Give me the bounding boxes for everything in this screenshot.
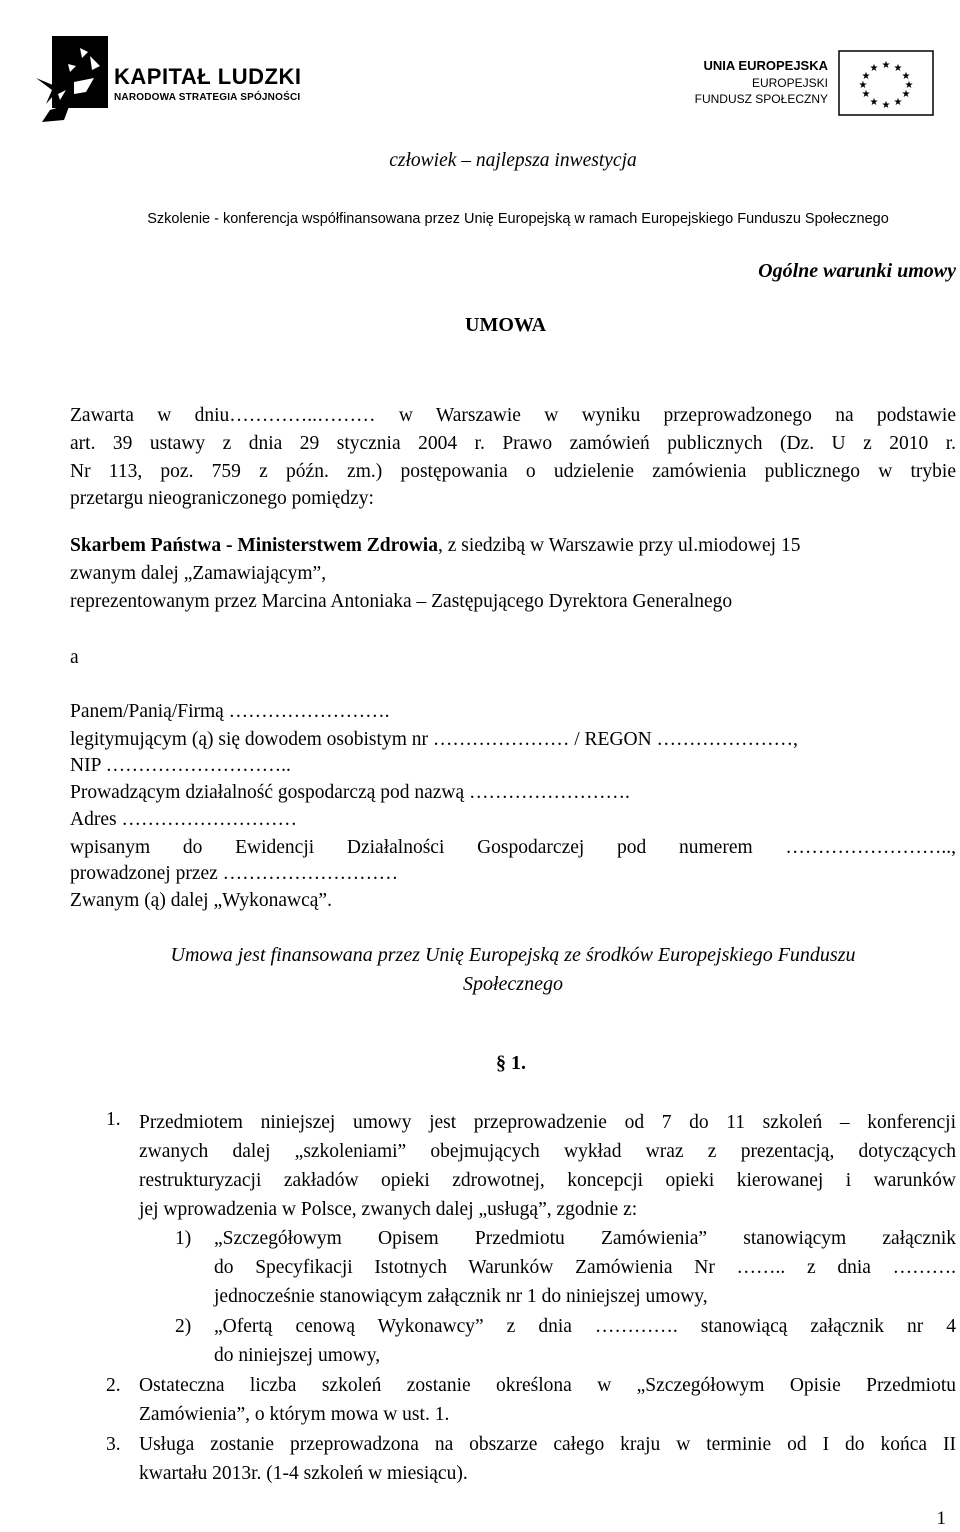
clause-line: zwanych dalej „szkoleniami” obejmujących wykład wraz z prezentacją, dotyczących [139,1141,956,1162]
svg-text:★: ★ [881,100,891,111]
funding-statement-line: Społecznego [463,973,563,995]
subclause-number: 1) [175,1228,192,1249]
subclause-line: „Szczegółowym Opisem Przedmiotu Zamówienia” stanowiącym załącznik [214,1228,956,1249]
kapital-ludzki-subtitle: NARODOWA STRATEGIA SPÓJNOŚCI [114,92,301,103]
svg-text:★: ★ [869,97,879,108]
page-number: 1 [936,1508,946,1529]
clause-line: kwartału 2013r. (1-4 szkoleń w miesiącu). [139,1463,468,1484]
party2-line: legitymującym (ą) się dowodem osobistym nr ………………… / REGON …………………, [70,729,798,750]
document-subtitle: Ogólne warunki umowy [758,260,956,282]
clause-line: restrukturyzacji zakładów opieki zdrowotnej, koncepcji opieki kierowanej i warunków [139,1170,956,1191]
party1-address: , z siedzibą w Warszawie przy ul.miodowej 15 [437,535,801,556]
party1-line2: zwanym dalej „Zamawiającym”, [70,563,327,584]
funding-statement [0,941,960,999]
clause-line: jej wprowadzenia w Polsce, zwanych dalej „usługą”, zgodnie z: [139,1199,638,1220]
party2-line: prowadzonej przez ……………………… [70,863,399,884]
clause-number: 1. [106,1109,121,1130]
party1-line3: reprezentowanym przez Marcina Antoniaka – Zastępującego Dyrektora Generalnego [70,591,733,612]
clause-line: Zamówienia”, o którym mowa w ust. 1. [139,1404,450,1425]
kapital-ludzki-emblem-icon [30,36,120,126]
intro-line: Nr 113, poz. 759 z późn. zm.) postępowania o udzielenie zamówienia publicznego w trybie [70,461,956,482]
eu-flag-icon [838,50,934,116]
funding-statement-line: Umowa jest finansowana przez Unię Europejską ze środków Europejskiego Funduszu [170,944,856,966]
party2-line: Adres ……………………… [70,809,297,830]
party1-name: Skarbem Państwa - Ministerstwem Zdrowia [70,535,438,556]
subclause-number: 2) [175,1316,192,1337]
svg-text:★: ★ [901,89,911,100]
eu-logo-line1: UNIA EUROPEJSKA [703,58,828,73]
motto: człowiek – najlepsza inwestycja [389,150,637,171]
eu-logo [690,48,940,118]
kapital-ludzki-name: KAPITAŁ LUDZKI [114,64,302,89]
clause-number: 3. [106,1434,121,1455]
party2-line: Prowadzącym działalność gospodarczą pod nazwą ……………………. [70,782,630,803]
svg-text:★: ★ [858,80,868,91]
intro-line: Zawarta w dniu…………..……… w Warszawie w wyniku przeprowadzonego na podstawie [70,405,956,426]
party2-line: NIP ……………………….. [70,755,291,776]
eu-logo-line3: FUNDUSZ SPOŁECZNY [694,92,828,106]
party2-line: wpisanym do Ewidencji Działalności Gospodarczej pod numerem …………………….., [70,837,956,858]
party2-line: Panem/Panią/Firmą ……………………. [70,701,390,722]
funding-note: Szkolenie - konferencja współfinansowana przez Unię Europejską w ramach Europejskiego Funduszu Społecznego [147,211,889,227]
svg-text:★: ★ [861,89,871,100]
svg-text:★: ★ [881,60,891,71]
svg-text:★: ★ [904,80,914,91]
clause-line: Przedmiotem niniejszej umowy jest przeprowadzenie od 7 do 11 szkoleń – konferencji [139,1112,956,1133]
document-title: UMOWA [465,314,547,336]
eu-logo-line2: EUROPEJSKI [751,76,828,90]
party1-line1 [70,532,960,560]
kapital-ludzki-logo [30,36,310,126]
subclause-line: jednocześnie stanowiącym załącznik nr 1 do niniejszej umowy, [214,1286,708,1307]
subclause-line: do Specyfikacji Istotnych Warunków Zamówienia Nr …….. z dnia ………. [214,1257,956,1278]
intro-line: art. 39 ustawy z dnia 29 stycznia 2004 r. Prawo zamówień publicznych (Dz. U z 2010 r. [70,433,956,454]
conjunction: a [70,647,79,668]
subclause-line: „Ofertą cenową Wykonawcy” z dnia …………. stanowiącą załącznik nr 4 [214,1316,956,1337]
clause-number: 2. [106,1375,121,1396]
svg-text:★: ★ [893,63,903,74]
intro-line: przetargu nieograniczonego pomiędzy: [70,488,374,509]
clause-line: Usługa zostanie przeprowadzona na obszarze całego kraju w terminie od I do końca II [139,1434,956,1455]
clause-line: Ostateczna liczba szkoleń zostanie określona w „Szczegółowym Opisie Przedmiotu [139,1375,956,1396]
subclause-line: do niniejszej umowy, [214,1345,381,1366]
svg-text:★: ★ [869,63,879,74]
section-heading: § 1. [496,1052,526,1074]
party2-line: Zwanym (ą) dalej „Wykonawcą”. [70,890,332,911]
svg-text:★: ★ [901,71,911,82]
svg-text:★: ★ [861,71,871,82]
svg-text:★: ★ [893,97,903,108]
